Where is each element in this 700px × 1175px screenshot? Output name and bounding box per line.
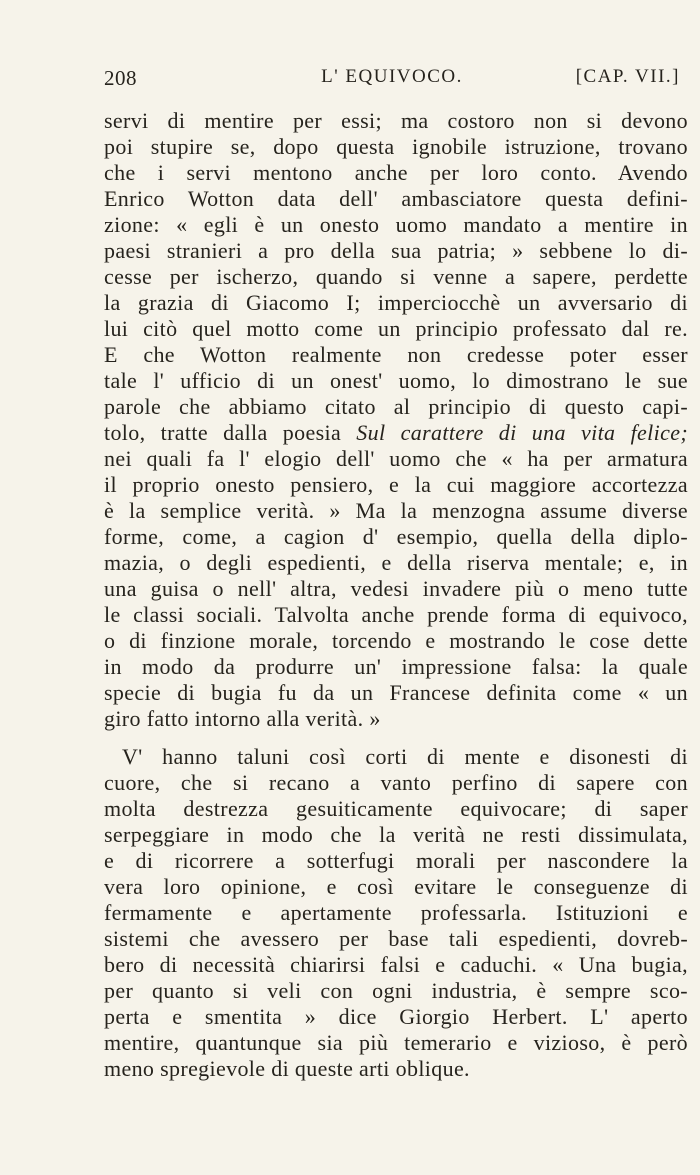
text-line: la grazia di Giacomo I; imperciocchè un avversario di [104,290,688,315]
text-line: giro fatto intorno alla verità. » [104,706,381,731]
text-line: che i servi mentono anche per loro conto. Avendo [104,160,688,185]
text-line: forme, come, a cagion d' esempio, quella della diplo- [104,524,688,549]
text-line: cuore, che si recano a vanto perfino di sapere con [104,770,688,795]
text-line: il proprio onesto pensiero, e la cui maggiore accortezza [104,472,688,497]
text-line: E che Wotton realmente non credesse poter esser [104,342,688,367]
text-line: V' hanno taluni così corti di mente e disonesti di [122,744,688,769]
text-line: meno spregievole di queste arti oblique. [104,1056,470,1081]
text-segment: tolo, tratte dalla poesia [104,420,357,445]
text-line: perta e smentita » dice Giorgio Herbert. L' aperto [104,1004,688,1029]
paragraph-1 [104,108,688,732]
text-line: specie di bugia fu da un Francese definita come « un [104,680,688,705]
text-line: lui citò quel motto come un principio professato dal re. [104,316,688,341]
text-line: mazia, o degli espedienti, e della riserva mentale; e, in [104,550,688,575]
text-line: una guisa o nell' altra, vedesi invadere più o meno tutte [104,576,688,601]
text-line: le classi sociali. Talvolta anche prende forma di equivoco, [104,602,688,627]
text-line: fermamente e apertamente professarla. Istituzioni e [104,900,688,925]
paragraph-gap [104,732,688,744]
text-line: molta destrezza gesuiticamente equivocare; di saper [104,796,688,821]
text-line: vera loro opinione, e così evitare le conseguenze di [104,874,688,899]
text-line: parole che abbiamo citato al principio di questo capi- [104,394,688,419]
page-number: 208 [104,66,137,90]
text-line: mentire, quantunque sia più temerario e vizioso, è però [104,1030,688,1055]
text-line: tale l' ufficio di un onest' uomo, lo dimostrano le sue [104,368,688,393]
text-line: bero di necessità chiarirsi falsi e caduchi. « Una bugia, [104,952,688,977]
paragraph-2 [104,744,688,1082]
running-title: L' EQUIVOCO. [321,66,463,87]
text-line: nei quali fa l' elogio dell' uomo che « ha per armatura [104,446,688,471]
poem-title: Sul carattere di una vita felice; [356,420,688,445]
text-line: sistemi che avessero per base tali espedienti, dovreb- [104,926,688,951]
text-line: poi stupire se, dopo questa ignobile istruzione, trovano [104,134,688,159]
text-line: per quanto si veli con ogni industria, è sempre sco- [104,978,688,1003]
text-line: serpeggiare in modo che la verità ne resti dissimulata, [104,822,688,847]
text-line: paesi stranieri a pro della sua patria; » sebbene lo di- [104,238,688,263]
text-line: servi di mentire per essi; ma costoro non si devono [104,108,688,133]
text-line: cesse per ischerzo, quando si venne a sapere, perdette [104,264,688,289]
chapter-reference: [CAP. VII.] [575,66,680,87]
text-line: o di finzione morale, torcendo e mostrando le cose dette [104,628,688,653]
body-text [104,108,688,1082]
text-line: in modo da produrre un' impressione falsa: la quale [104,654,688,679]
text-line-with-title [104,420,688,446]
text-line: zione: « egli è un onesto uomo mandato a mentire in [104,212,688,237]
text-line: è la semplice verità. » Ma la menzogna assume diverse [104,498,688,523]
text-line: Enrico Wotton data dell' ambasciatore questa defini- [104,186,688,211]
text-line: e di ricorrere a sotterfugi morali per nascondere la [104,848,688,873]
page-header [104,66,680,98]
